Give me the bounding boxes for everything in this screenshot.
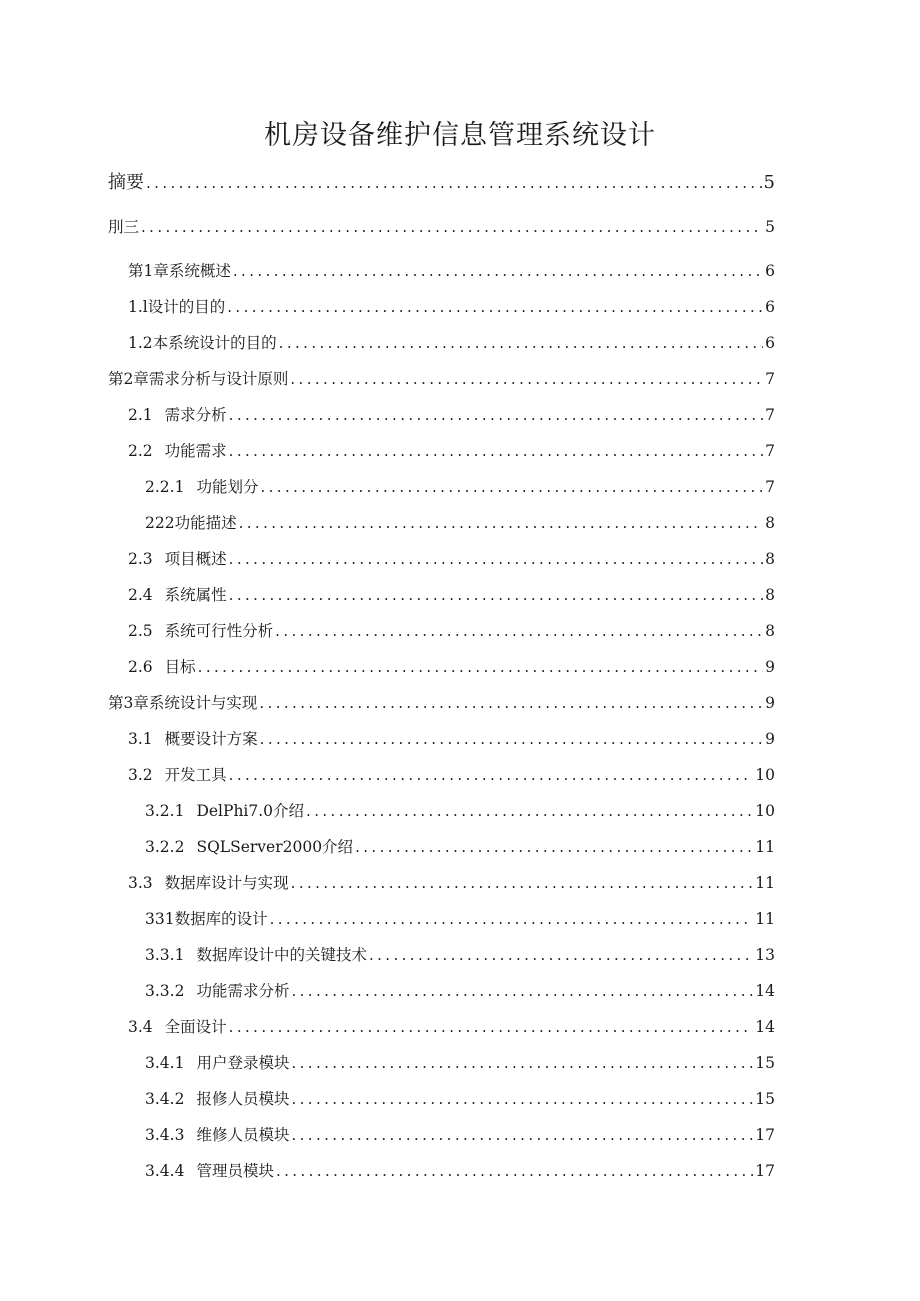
toc-entry[interactable] xyxy=(128,725,775,753)
toc-leader-dots xyxy=(229,437,763,465)
toc-entry-label xyxy=(128,293,225,321)
toc-leader-dots xyxy=(291,977,753,1005)
toc-entry-number: 3.2 xyxy=(128,766,153,784)
toc-entry-page: 13 xyxy=(755,946,775,964)
toc-entry[interactable] xyxy=(145,1049,775,1077)
toc-leader-dots xyxy=(290,365,763,393)
toc-entry-label xyxy=(128,653,196,681)
toc-entry-text: 开发工具 xyxy=(164,766,227,784)
toc-entry[interactable] xyxy=(128,437,775,465)
toc-entry-number: 3.3.2 xyxy=(145,982,185,1000)
toc-leader-dots xyxy=(141,213,763,241)
toc-entry-page: 7 xyxy=(765,478,775,496)
toc-entry-page: 8 xyxy=(765,622,775,640)
toc-entry-text: 331数据库的设计 xyxy=(145,910,268,928)
toc-entry-label xyxy=(128,869,289,897)
toc-entry-page: 7 xyxy=(765,406,775,424)
toc-entry[interactable] xyxy=(128,329,775,357)
toc-entry-number: 3.4.4 xyxy=(145,1162,185,1180)
toc-leader-dots xyxy=(260,473,763,501)
toc-entry-page: 10 xyxy=(755,766,775,784)
toc-entry-page: 10 xyxy=(755,802,775,820)
toc-leader-dots xyxy=(369,941,753,969)
toc-entry-page: 11 xyxy=(755,874,775,892)
toc-entry[interactable] xyxy=(128,401,775,429)
toc-leader-dots xyxy=(259,689,763,717)
toc-entry-text: DelPhi7.0介绍 xyxy=(196,802,305,820)
toc-entry-text: 第2章需求分析与设计原则 xyxy=(108,370,289,388)
toc-leader-dots xyxy=(270,905,754,933)
toc-entry-label xyxy=(145,473,258,501)
toc-entry-text: 全面设计 xyxy=(164,1018,227,1036)
toc-leader-dots xyxy=(229,401,763,429)
toc-entry[interactable] xyxy=(145,833,775,861)
toc-leader-dots xyxy=(291,1085,753,1113)
toc-entry-page: 6 xyxy=(765,262,775,280)
toc-leader-dots xyxy=(291,1049,753,1077)
toc-entry[interactable] xyxy=(128,869,775,897)
toc-entry-text: 报修人员模块 xyxy=(196,1090,290,1108)
toc-entry-number: 3.1 xyxy=(128,730,153,748)
toc-leader-dots xyxy=(227,293,763,321)
toc-entry-text: 摘要 xyxy=(108,172,144,193)
toc-entry-page: 9 xyxy=(765,658,775,676)
toc-leader-dots xyxy=(229,1013,754,1041)
toc-entry[interactable] xyxy=(145,1157,775,1185)
toc-entry-label xyxy=(128,257,231,285)
toc-entry[interactable] xyxy=(145,797,775,825)
toc-entry-text: 222功能描述 xyxy=(145,514,237,532)
toc-entry-number: 3.3.1 xyxy=(145,946,185,964)
toc-entry[interactable] xyxy=(145,1121,775,1149)
toc-entry-page: 15 xyxy=(755,1090,775,1108)
toc-entry-label xyxy=(145,941,367,969)
toc-entry-page: 7 xyxy=(765,442,775,460)
toc-entry-number: 3.3 xyxy=(128,874,153,892)
toc-entry-text: 1.2本系统设计的目的 xyxy=(128,334,277,352)
toc-entry-label xyxy=(108,213,139,241)
toc-leader-dots xyxy=(276,1157,753,1185)
toc-leader-dots xyxy=(260,725,763,753)
toc-leader-dots xyxy=(291,1121,753,1149)
toc-entry-page: 14 xyxy=(755,1018,775,1036)
toc-entry-number: 2.1 xyxy=(128,406,153,424)
toc-entry-page: 14 xyxy=(755,982,775,1000)
toc-entry-page: 7 xyxy=(765,370,775,388)
toc-entry-text: 维修人员模块 xyxy=(196,1126,290,1144)
toc-leader-dots xyxy=(291,869,754,897)
toc-entry-page: 15 xyxy=(755,1054,775,1072)
toc-entry-text: 管理员模块 xyxy=(196,1162,274,1180)
toc-entry[interactable] xyxy=(108,169,775,197)
toc-leader-dots xyxy=(355,833,753,861)
toc-entry-label xyxy=(145,833,353,861)
toc-entry-label xyxy=(145,1049,289,1077)
toc-entry-page: 17 xyxy=(755,1162,775,1180)
toc-entry-page: 9 xyxy=(765,694,775,712)
toc-entry[interactable] xyxy=(128,293,775,321)
toc-entry-page: 8 xyxy=(765,586,775,604)
toc-entry-page: 6 xyxy=(765,334,775,352)
toc-leader-dots xyxy=(233,257,763,285)
toc-entry-label xyxy=(128,545,227,573)
toc-leader-dots xyxy=(229,545,763,573)
toc-entry[interactable] xyxy=(145,941,775,969)
toc-entry-text: 需求分析 xyxy=(164,406,227,424)
toc-entry-number: 2.6 xyxy=(128,658,153,676)
toc-entry-text: 刖三 xyxy=(108,218,140,236)
toc-entry-page: 11 xyxy=(755,910,775,928)
toc-entry-text: 功能需求分析 xyxy=(196,982,290,1000)
toc-entry[interactable] xyxy=(128,617,775,645)
toc-entry[interactable] xyxy=(128,761,775,789)
toc-entry-page: 8 xyxy=(765,550,775,568)
toc-entry-page: 9 xyxy=(765,730,775,748)
toc-entry-label xyxy=(128,725,258,753)
toc-entry-text: 数据库设计中的关键技术 xyxy=(196,946,367,964)
document-title: 机房设备维护信息管理系统设计 xyxy=(264,120,656,151)
toc-entry-text: 第1章系统概述 xyxy=(128,262,231,280)
toc-entry-label xyxy=(145,1085,289,1113)
toc-entry-page: 5 xyxy=(763,172,775,193)
toc-entry-number: 2.2.1 xyxy=(145,478,185,496)
toc-entry-label xyxy=(128,401,227,429)
toc-entry[interactable] xyxy=(145,1085,775,1113)
toc-entry-number: 2.2 xyxy=(128,442,153,460)
toc-leader-dots xyxy=(279,329,763,357)
toc-leader-dots xyxy=(239,509,764,537)
toc-entry-number: 2.5 xyxy=(128,622,153,640)
toc-entry-number: 3.4.2 xyxy=(145,1090,185,1108)
toc-entry[interactable] xyxy=(128,653,775,681)
toc-leader-dots xyxy=(146,169,762,197)
toc-entry-text: SQLServer2000介绍 xyxy=(196,838,354,856)
toc-entry-text: 1.l设计的目的 xyxy=(128,298,226,316)
toc-entry[interactable] xyxy=(128,581,775,609)
toc-entry-label xyxy=(128,329,277,357)
toc-entry-number: 3.2.1 xyxy=(145,802,185,820)
toc-entry-text: 系统可行性分析 xyxy=(164,622,274,640)
toc-entry-label xyxy=(145,1121,289,1149)
toc-leader-dots xyxy=(306,797,753,825)
toc-entry-label xyxy=(145,977,289,1005)
toc-entry-number: 2.4 xyxy=(128,586,153,604)
toc-entry-label xyxy=(128,1013,227,1041)
toc-entry[interactable] xyxy=(145,509,775,537)
toc-entry-page: 6 xyxy=(765,298,775,316)
toc-entry-label xyxy=(108,365,288,393)
toc-entry-page: 8 xyxy=(765,514,775,532)
toc-entry-label xyxy=(145,797,304,825)
toc-entry-label xyxy=(145,1157,274,1185)
toc-entry-text: 数据库设计与实现 xyxy=(164,874,289,892)
toc-entry-label xyxy=(128,581,227,609)
toc-entry[interactable] xyxy=(145,905,775,933)
toc-entry-text: 项目概述 xyxy=(164,550,227,568)
toc-entry[interactable] xyxy=(128,1013,775,1041)
toc-leader-dots xyxy=(198,653,763,681)
toc-entry-label xyxy=(128,437,227,465)
toc-leader-dots xyxy=(229,581,763,609)
toc-leader-dots xyxy=(275,617,763,645)
toc-entry[interactable] xyxy=(128,545,775,573)
toc-leader-dots xyxy=(229,761,754,789)
toc-entry-text: 功能划分 xyxy=(196,478,259,496)
toc-entry[interactable] xyxy=(145,977,775,1005)
toc-entry-label xyxy=(145,509,237,537)
toc-entry-page: 5 xyxy=(765,218,775,236)
toc-entry[interactable] xyxy=(108,689,775,717)
toc-entry[interactable] xyxy=(108,213,775,241)
toc-entry-label xyxy=(128,761,227,789)
toc-entry-number: 3.4.1 xyxy=(145,1054,185,1072)
toc-entry-text: 系统属性 xyxy=(164,586,227,604)
toc-entry-text: 第3章系统设计与实现 xyxy=(108,694,258,712)
toc-entry[interactable] xyxy=(128,257,775,285)
toc-entry-text: 目标 xyxy=(164,658,196,676)
toc-entry-label xyxy=(108,689,257,717)
toc-entry-text: 功能需求 xyxy=(164,442,227,460)
toc-entry-number: 3.4.3 xyxy=(145,1126,185,1144)
toc-entry-number: 3.2.2 xyxy=(145,838,185,856)
toc-entry[interactable] xyxy=(108,365,775,393)
toc-entry-page: 11 xyxy=(755,838,775,856)
toc-entry-number: 3.4 xyxy=(128,1018,153,1036)
toc-entry-text: 用户登录模块 xyxy=(196,1054,290,1072)
toc-entry-label xyxy=(145,905,268,933)
toc-entry-label xyxy=(128,617,273,645)
toc-entry-text: 概要设计方案 xyxy=(164,730,258,748)
toc-entry-label xyxy=(108,169,144,197)
toc-entry-page: 17 xyxy=(755,1126,775,1144)
toc-entry[interactable] xyxy=(145,473,775,501)
toc-entry-number: 2.3 xyxy=(128,550,153,568)
